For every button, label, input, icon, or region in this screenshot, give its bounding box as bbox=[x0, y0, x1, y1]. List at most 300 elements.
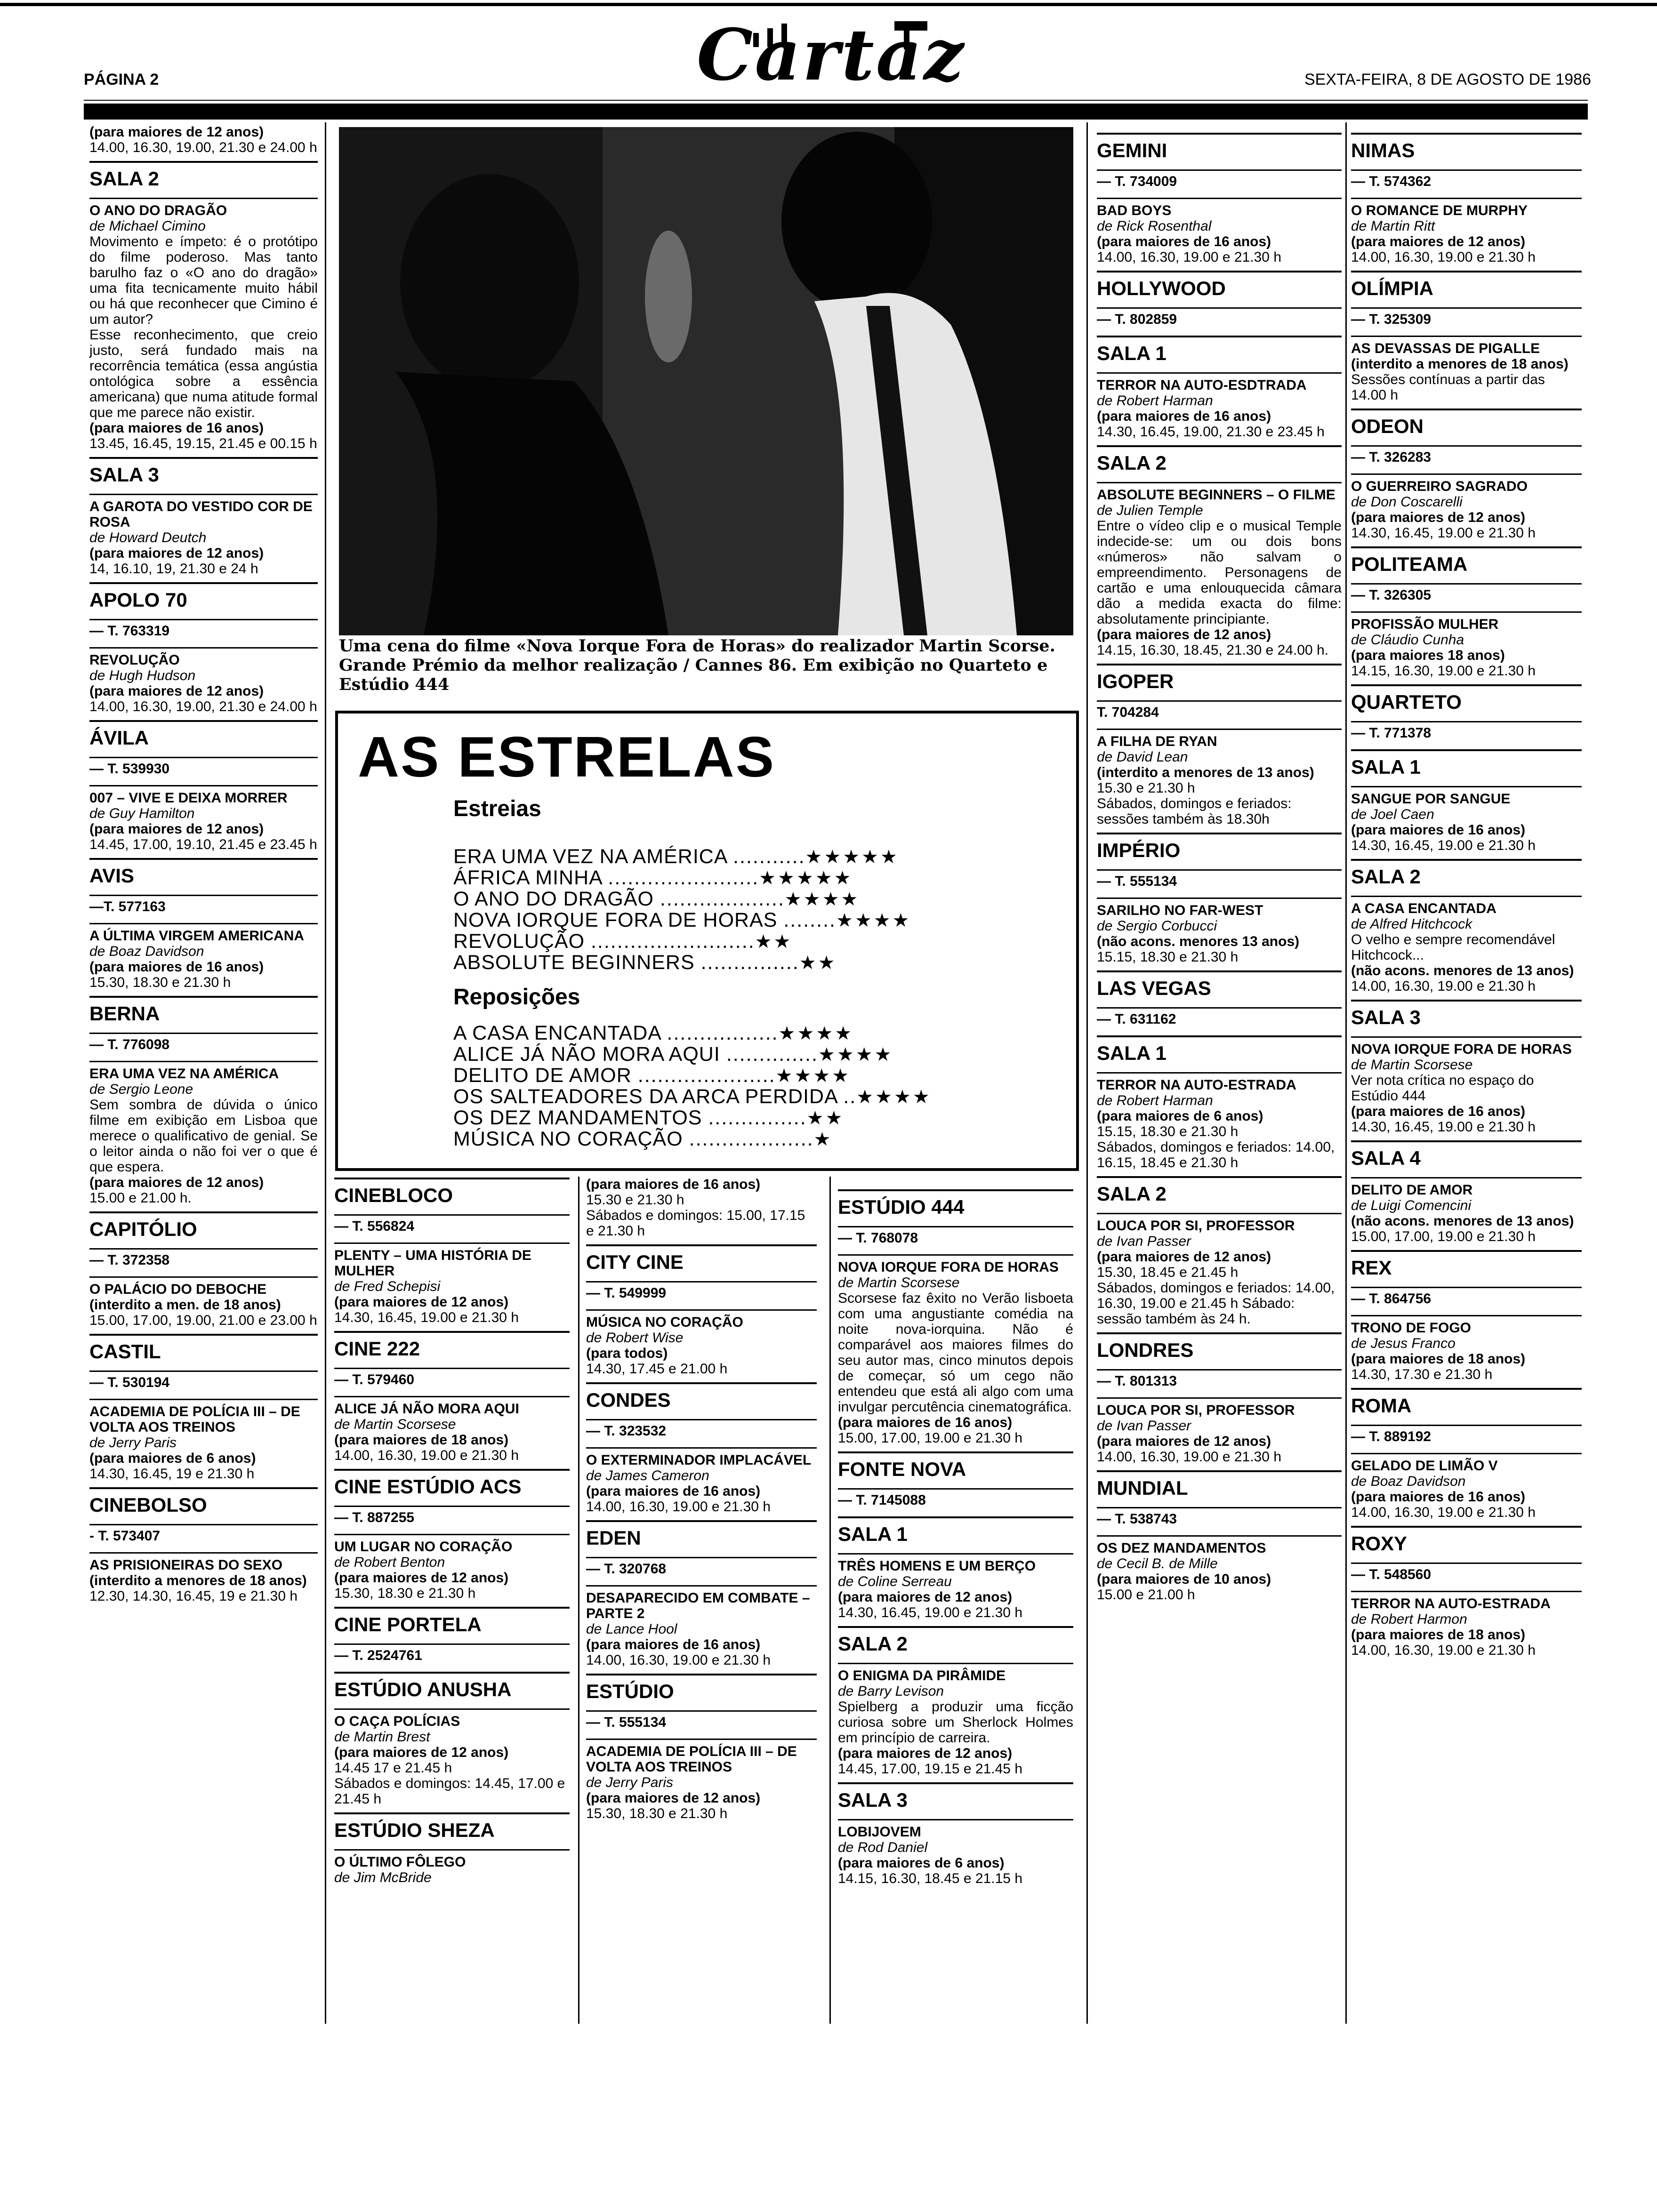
film-title: LOUCA POR SI, PROFESSOR bbox=[1097, 1213, 1342, 1234]
showtimes: 14.30, 16.45, 19.00 e 21.30 h bbox=[838, 1605, 1023, 1620]
cinema-heading: SALA 1 bbox=[838, 1516, 1073, 1546]
stars-row bbox=[453, 909, 911, 932]
cinema-heading: SALA 1 bbox=[1097, 1035, 1342, 1065]
stars-section-estreias: Estreias bbox=[453, 796, 541, 821]
film-title: TERROR NA AUTO-ESDTRADA bbox=[1097, 372, 1342, 393]
film-title: A FILHA DE RYAN bbox=[1097, 729, 1342, 749]
cinema-heading: CINE 222 bbox=[334, 1331, 570, 1360]
stars-row bbox=[453, 1064, 851, 1087]
star-rating: ★★★★ bbox=[784, 889, 860, 910]
showtimes: 14.00, 16.30, 19.00 e 21.30 h bbox=[1351, 249, 1536, 265]
cinema-heading: ODEON bbox=[1351, 409, 1582, 438]
cinema-heading: HOLLYWOOD bbox=[1097, 271, 1342, 300]
film-director: de Luigi Comencini bbox=[1351, 1198, 1472, 1213]
phone-number: — T. 889192 bbox=[1351, 1425, 1582, 1444]
leader-dots: ....................... bbox=[608, 866, 759, 889]
film-title: PLENTY – UMA HISTÓRIA DE MULHER bbox=[334, 1242, 570, 1279]
film-director: de Martin Scorsese bbox=[334, 1417, 456, 1432]
film-director: de Ivan Passer bbox=[1097, 1234, 1191, 1249]
film-director: de Martin Ritt bbox=[1351, 218, 1435, 234]
film-title: ALICE JÁ NÃO MORA AQUI bbox=[334, 1396, 570, 1417]
phone-number: — T. 530194 bbox=[89, 1370, 318, 1390]
film-title: 007 – VIVE E DEIXA MORRER bbox=[89, 785, 318, 806]
film-director: de Howard Deutch bbox=[89, 530, 207, 545]
showtimes: 15.30, 18.30 e 21.30 h bbox=[334, 1586, 476, 1601]
age-rating: (para maiores de 12 anos) bbox=[89, 1175, 264, 1190]
showtimes: Sábados e domingos: 14.45, 17.00 e 21.45 h bbox=[334, 1776, 565, 1807]
cinema-heading: BERNA bbox=[89, 996, 318, 1025]
phone-number: — T. 579460 bbox=[334, 1368, 570, 1387]
film-director: de Don Coscarelli bbox=[1351, 494, 1463, 510]
cinema-heading: IMPÉRIO bbox=[1097, 833, 1342, 862]
stars-row-title: OS SALTEADORES DA ARCA PERDIDA bbox=[453, 1085, 837, 1108]
stars-row bbox=[453, 866, 853, 890]
stars-row-title: DELITO DE AMOR bbox=[453, 1064, 632, 1087]
showtimes: 14.30, 16.45, 19.00 e 21.30 h bbox=[1351, 1119, 1536, 1135]
film-director: de Robert Harman bbox=[1097, 393, 1213, 409]
film-still-photo bbox=[339, 127, 1073, 635]
phone-number: — T. 631162 bbox=[1097, 1007, 1342, 1027]
film-title: REVOLUÇÃO bbox=[89, 647, 318, 668]
cinema-heading: LAS VEGAS bbox=[1097, 970, 1342, 1000]
cinema-heading: CASTIL bbox=[89, 1334, 318, 1363]
phone-number: — T. 555134 bbox=[586, 1710, 817, 1730]
stars-row-title: ALICE JÁ NÃO MORA AQUI bbox=[453, 1043, 720, 1066]
age-rating: (para maiores de 12 anos) bbox=[89, 821, 264, 837]
column-divider bbox=[1086, 122, 1088, 2024]
age-rating: (para maiores de 6 anos) bbox=[1097, 1108, 1263, 1124]
phone-number: —T. 577163 bbox=[89, 895, 318, 914]
age-rating: (para maiores de 12 anos) bbox=[1097, 1249, 1271, 1265]
showtimes: 14.30, 16.45, 19.00 e 21.30 h bbox=[1351, 525, 1536, 541]
stars-row bbox=[453, 1128, 832, 1151]
phone-number: — T. 768078 bbox=[838, 1226, 1073, 1246]
showtimes: O velho e sempre recomendável Hitchcock... bbox=[1351, 932, 1555, 963]
age-rating: (não acons. menores 13 anos) bbox=[1097, 934, 1300, 949]
column-divider bbox=[1345, 122, 1347, 2024]
showtimes: 15.30, 18.30 e 21.30 h bbox=[89, 975, 231, 990]
phone-number: — T. 887255 bbox=[334, 1506, 570, 1525]
film-title: ERA UMA VEZ NA AMÉRICA bbox=[89, 1061, 318, 1082]
star-rating: ★★ bbox=[755, 931, 793, 952]
age-rating: (para maiores de 12 anos) bbox=[838, 1746, 1013, 1761]
film-director: de Cecil B. de Mille bbox=[1097, 1556, 1218, 1571]
phone-number: — T. 556824 bbox=[334, 1214, 570, 1234]
film-director: de Martin Scorsese bbox=[838, 1275, 960, 1290]
cinema-heading: CINE PORTELA bbox=[334, 1607, 570, 1636]
film-director: de Jesus Franco bbox=[1351, 1336, 1456, 1351]
age-rating: (para todos) bbox=[586, 1346, 668, 1361]
column-divider bbox=[578, 1177, 579, 2024]
showtimes: 14.00, 16.30, 19.00, 21.30 e 24.00 h bbox=[89, 140, 317, 155]
showtimes: 14.15, 16.30, 18.45, 21.30 e 24.00 h. bbox=[1097, 642, 1329, 658]
listing-column-6 bbox=[1351, 127, 1582, 1658]
leader-dots: ................... bbox=[689, 1128, 814, 1150]
header-rule-highlight bbox=[84, 101, 1588, 104]
film-title: BAD BOYS bbox=[1097, 198, 1342, 218]
film-title: O ROMANCE DE MURPHY bbox=[1351, 198, 1582, 218]
cinema-heading: SALA 2 bbox=[1351, 859, 1582, 888]
showtimes: 15.00, 17.00, 19.00, 21.00 e 23.00 h bbox=[89, 1313, 317, 1328]
page-number: PÁGINA 2 bbox=[84, 71, 159, 88]
cinema-heading: CAPITÓLIO bbox=[89, 1211, 318, 1241]
cinema-heading: CITY CINE bbox=[586, 1244, 817, 1274]
age-rating: (para maiores de 12 anos) bbox=[1097, 1434, 1271, 1449]
leader-dots: ............... bbox=[700, 951, 799, 974]
showtimes: Ver nota crítica no espaço do Estúdio 444 bbox=[1351, 1073, 1534, 1104]
showtimes: Sábados, domingos e feriados: sessões também às 18.30h bbox=[1097, 796, 1292, 827]
age-rating: (interdito a men. de 18 anos) bbox=[89, 1297, 281, 1313]
stars-row-title: ÁFRICA MINHA bbox=[453, 866, 602, 889]
showtimes: 14.00, 16.30, 19.00 e 21.30 h bbox=[1351, 1643, 1536, 1658]
film-director: de Guy Hamilton bbox=[89, 806, 195, 821]
cinema-heading: ESTÚDIO bbox=[586, 1674, 817, 1703]
listing-column-4 bbox=[838, 1184, 1073, 1886]
film-director: de Michael Cimino bbox=[89, 218, 206, 234]
film-director: de Barry Levison bbox=[838, 1683, 944, 1699]
cinema-heading: NIMAS bbox=[1351, 133, 1582, 162]
age-rating: (para maiores de 12 anos) bbox=[334, 1294, 509, 1310]
stars-row bbox=[453, 1106, 844, 1130]
film-director: de Robert Benton bbox=[334, 1555, 445, 1570]
showtimes: 14.30, 16.45, 19.00, 21.30 e 23.45 h bbox=[1097, 424, 1325, 440]
phone-number: — T. 538743 bbox=[1097, 1507, 1342, 1527]
cinema-heading: SALA 3 bbox=[838, 1782, 1073, 1811]
leader-dots: ........ bbox=[783, 909, 836, 931]
age-rating: (para maiores de 10 anos) bbox=[1097, 1571, 1271, 1587]
phone-number: — T. 372358 bbox=[89, 1248, 318, 1268]
age-rating: (para maiores de 16 anos) bbox=[1097, 409, 1271, 424]
film-title: O EXTERMINADOR IMPLACÁVEL bbox=[586, 1447, 817, 1468]
age-rating: (para maiores de 12 anos) bbox=[586, 1790, 761, 1806]
film-director: de Lance Hool bbox=[586, 1621, 677, 1637]
age-rating: (para maiores de 16 anos) bbox=[1097, 234, 1271, 249]
cinema-heading: OLÍMPIA bbox=[1351, 271, 1582, 300]
film-title: O ÚLTIMO FÔLEGO bbox=[334, 1849, 570, 1870]
film-director: de Robert Wise bbox=[586, 1330, 684, 1346]
showtimes: 14.00, 16.30, 19.00 e 21.30 h bbox=[1097, 1449, 1282, 1465]
leader-dots: ......................... bbox=[590, 930, 755, 953]
stars-row-title: ERA UMA VEZ NA AMÉRICA bbox=[453, 845, 727, 868]
age-rating: (interdito a menores de 18 anos) bbox=[89, 1573, 307, 1588]
cinema-heading: ÁVILA bbox=[89, 720, 318, 749]
cinema-heading: SALA 4 bbox=[1351, 1140, 1582, 1170]
leader-dots: ..................... bbox=[637, 1064, 776, 1087]
showtimes: 15.30 e 21.30 h bbox=[586, 1192, 684, 1208]
film-title: O CAÇA POLÍCIAS bbox=[334, 1708, 570, 1729]
stars-row bbox=[453, 1043, 893, 1066]
showtimes: 15.00 e 21.00 h. bbox=[89, 1190, 192, 1206]
film-title: TRONO DE FOGO bbox=[1351, 1315, 1582, 1336]
stars-row-title: A CASA ENCANTADA bbox=[453, 1022, 661, 1044]
age-rating: (não acons. menores de 13 anos) bbox=[1351, 1213, 1574, 1229]
age-rating: (para maiores de 16 anos) bbox=[586, 1637, 761, 1652]
age-rating: (para maiores de 16 anos) bbox=[586, 1483, 761, 1499]
film-title: LOUCA POR SI, PROFESSOR bbox=[1097, 1397, 1342, 1418]
phone-number: — T. 7145088 bbox=[838, 1488, 1073, 1508]
showtimes: 15.00, 17.00, 19.00 e 21.30 h bbox=[1351, 1229, 1536, 1244]
age-rating: (para maiores de 16 anos) bbox=[1351, 822, 1526, 838]
film-director: de Ivan Passer bbox=[1097, 1418, 1191, 1434]
phone-number: T. 704284 bbox=[1097, 700, 1342, 720]
phone-number: — T. 574362 bbox=[1351, 169, 1582, 189]
film-director: de Fred Schepisi bbox=[334, 1279, 441, 1294]
film-title: A GAROTA DO VESTIDO COR DE ROSA bbox=[89, 494, 318, 530]
stars-row bbox=[453, 888, 860, 911]
stars-row-title: MÚSICA NO CORAÇÃO bbox=[453, 1128, 683, 1150]
cinema-heading: ROXY bbox=[1351, 1526, 1582, 1555]
film-director: de James Cameron bbox=[586, 1468, 709, 1483]
showtimes: 15.15, 18.30 e 21.30 h bbox=[1097, 949, 1239, 965]
listing-column-1 bbox=[89, 124, 318, 1604]
star-rating: ★★★★★ bbox=[805, 847, 899, 867]
film-director: de Rod Daniel bbox=[838, 1840, 928, 1855]
film-title: LOBIJOVEM bbox=[838, 1819, 1073, 1840]
cinema-heading: MUNDIAL bbox=[1097, 1470, 1342, 1499]
column-divider bbox=[829, 1177, 831, 2024]
photo-caption: Uma cena do filme «Nova Iorque Fora de Horas» do realizador Martin Scorse. Grande Prémio da melhor realização / Cannes 86. Em exibição no Quarteto e Estúdio 444 bbox=[339, 636, 1055, 694]
leader-dots: ........... bbox=[733, 845, 805, 868]
cinema-heading: SALA 2 bbox=[838, 1626, 1073, 1655]
age-rating: (para maiores de 12 anos) bbox=[1351, 510, 1526, 525]
phone-number: — T. 2524761 bbox=[334, 1643, 570, 1663]
cinema-heading: QUARTETO bbox=[1351, 684, 1582, 713]
cinema-heading: ESTÚDIO 444 bbox=[838, 1189, 1073, 1218]
film-director: de Sergio Corbucci bbox=[1097, 918, 1217, 934]
age-rating: (para maiores de 16 anos) bbox=[838, 1415, 1013, 1430]
age-rating: (para maiores de 12 anos) bbox=[89, 124, 264, 140]
showtimes: Sábados e domingos: 15.00, 17.15 e 21.30 h bbox=[586, 1208, 805, 1239]
showtimes: 14.00, 16.30, 19.00 e 21.30 h bbox=[1351, 1505, 1536, 1520]
stars-row-title: REVOLUÇÃO bbox=[453, 930, 585, 953]
review-text: Sem sombra de dúvida o único filme em exibição em Lisboa que merece o qualificativo de genial. Se o leitor ainda o não foi ver o que é que espera. bbox=[89, 1097, 318, 1175]
film-title: PROFISSÃO MULHER bbox=[1351, 611, 1582, 632]
top-border-line bbox=[0, 3, 1657, 6]
leader-dots: ................... bbox=[660, 888, 785, 910]
phone-number: — T. 549999 bbox=[586, 1281, 817, 1301]
film-title: O PALÁCIO DO DEBOCHE bbox=[89, 1276, 318, 1297]
film-title: ABSOLUTE BEGINNERS – O FILME bbox=[1097, 482, 1342, 503]
showtimes: 14.30, 16.45, 19.00 e 21.30 h bbox=[334, 1310, 519, 1325]
column-divider bbox=[325, 122, 326, 2024]
leader-dots: ................. bbox=[667, 1022, 779, 1044]
showtimes: 14.00, 16.30, 19.00 e 21.30 h bbox=[1351, 978, 1536, 994]
cinema-heading: SALA 2 bbox=[1097, 445, 1342, 474]
age-rating: (para maiores de 16 anos) bbox=[89, 420, 264, 436]
cinema-heading: SALA 2 bbox=[89, 161, 318, 190]
film-director: de Cláudio Cunha bbox=[1351, 632, 1464, 648]
showtimes: 14.30, 17.30 e 21.30 h bbox=[1351, 1367, 1493, 1382]
stars-section-reposicoes: Reposições bbox=[453, 985, 580, 1010]
cinema-heading: SALA 1 bbox=[1097, 336, 1342, 365]
masthead-logo bbox=[697, 14, 966, 96]
showtimes: 12.30, 14.30, 16.45, 19 e 21.30 h bbox=[89, 1588, 298, 1604]
stars-row bbox=[453, 951, 837, 974]
film-director: de Martin Brest bbox=[334, 1729, 430, 1745]
showtimes: 15.30 e 21.30 h bbox=[1097, 780, 1195, 796]
stars-row bbox=[453, 1022, 853, 1045]
cinema-heading: AVIS bbox=[89, 858, 318, 887]
phone-number: — T. 323532 bbox=[586, 1419, 817, 1439]
showtimes: 14.15, 16.30, 19.00 e 21.30 h bbox=[1351, 663, 1536, 679]
phone-number: — T. 320768 bbox=[586, 1557, 817, 1577]
page-date: SEXTA-FEIRA, 8 DE AGOSTO DE 1986 bbox=[1304, 71, 1591, 88]
age-rating: (para maiores de 16 anos) bbox=[586, 1177, 761, 1192]
showtimes: 15.00 e 21.00 h bbox=[1097, 1587, 1195, 1603]
phone-number: — T. 548560 bbox=[1351, 1563, 1582, 1582]
film-director: de Jerry Paris bbox=[89, 1435, 177, 1451]
phone-number: — T. 326305 bbox=[1351, 583, 1582, 603]
showtimes: 14.30, 16.45, 19 e 21.30 h bbox=[89, 1466, 255, 1482]
cinema-heading: CINE ESTÚDIO ACS bbox=[334, 1469, 570, 1498]
film-director: de Joel Caen bbox=[1351, 807, 1434, 822]
stars-row-title: OS DEZ MANDAMENTOS bbox=[453, 1106, 702, 1129]
showtimes: 14.00, 16.30, 19.00, 21.30 e 24.00 h bbox=[89, 699, 317, 714]
showtimes: 14.00, 16.30, 19.00 e 21.30 h bbox=[334, 1448, 519, 1463]
showtimes: 13.45, 16.45, 19.15, 21.45 e 00.15 h bbox=[89, 436, 317, 451]
phone-number: — T. 763319 bbox=[89, 619, 318, 639]
phone-number: — T. 539930 bbox=[89, 757, 318, 777]
age-rating: (para maiores de 12 anos) bbox=[89, 545, 264, 561]
leader-dots: .............. bbox=[726, 1043, 819, 1066]
star-rating: ★★★★ bbox=[836, 910, 911, 931]
cinema-heading: CINEBLOCO bbox=[334, 1178, 570, 1207]
phone-number: — T. 325309 bbox=[1351, 307, 1582, 327]
film-title: ACADEMIA DE POLÍCIA III – DE VOLTA AOS TREINOS bbox=[586, 1739, 817, 1775]
film-director: de Julien Temple bbox=[1097, 503, 1203, 518]
film-director: de Robert Harmon bbox=[1351, 1611, 1467, 1627]
phone-number: — T. 326283 bbox=[1351, 445, 1582, 465]
listing-column-3 bbox=[586, 1177, 817, 1821]
film-title: GELADO DE LIMÃO V bbox=[1351, 1453, 1582, 1474]
stars-row bbox=[453, 845, 899, 868]
cinema-heading: SALA 2 bbox=[1097, 1176, 1342, 1205]
phone-number: - T. 573407 bbox=[89, 1524, 318, 1544]
cinema-heading: EDEN bbox=[586, 1520, 817, 1549]
phone-number: — T. 555134 bbox=[1097, 869, 1342, 889]
star-rating: ★★ bbox=[806, 1108, 845, 1129]
stars-row bbox=[453, 1085, 932, 1108]
masthead-title: Cartaz bbox=[697, 14, 966, 96]
film-director: de Sergio Leone bbox=[89, 1082, 193, 1097]
film-title: O GUERREIRO SAGRADO bbox=[1351, 473, 1582, 494]
cinema-heading: SALA 3 bbox=[89, 457, 318, 486]
film-title: A CASA ENCANTADA bbox=[1351, 896, 1582, 916]
stars-title: AS ESTRELAS bbox=[358, 725, 776, 789]
film-title: SANGUE POR SANGUE bbox=[1351, 786, 1582, 807]
film-title: TERROR NA AUTO-ESTRADA bbox=[1351, 1591, 1582, 1611]
film-title: NOVA IORQUE FORA DE HORAS bbox=[1351, 1036, 1582, 1057]
film-director: de Hugh Hudson bbox=[89, 668, 196, 683]
film-title: AS DEVASSAS DE PIGALLE bbox=[1351, 336, 1582, 356]
star-rating: ★★★★ bbox=[856, 1087, 932, 1107]
showtimes: 15.15, 18.30 e 21.30 h bbox=[1097, 1124, 1239, 1139]
age-rating: (interdito a menores de 13 anos) bbox=[1097, 765, 1314, 780]
age-rating: (para maiores de 18 anos) bbox=[334, 1432, 509, 1448]
phone-number: — T. 801313 bbox=[1097, 1369, 1342, 1389]
showtimes: 15.00, 17.00, 19.00 e 21.30 h bbox=[838, 1430, 1023, 1446]
showtimes: 14.45, 17.00, 19.10, 21.45 e 23.45 h bbox=[89, 837, 317, 852]
cinema-heading: FONTE NOVA bbox=[838, 1451, 1073, 1481]
film-still-illustration bbox=[339, 127, 1073, 635]
cinema-heading: LONDRES bbox=[1097, 1332, 1342, 1362]
film-title: SARILHO NO FAR-WEST bbox=[1097, 898, 1342, 918]
star-rating: ★★★★ bbox=[778, 1023, 854, 1044]
film-title: ACADEMIA DE POLÍCIA III – DE VOLTA AOS TREINOS bbox=[89, 1399, 318, 1435]
review-text: Movimento e ímpeto: é o protótipo do filme poderoso. Mas tanto barulho faz o «O ano do dragão» uma fita tecnicamente muito hábil ou há que reconhecer que Cimino é um autor? bbox=[89, 234, 318, 327]
star-rating: ★★★★ bbox=[818, 1044, 893, 1065]
age-rating: (para maiores de 12 anos) bbox=[1351, 234, 1526, 249]
age-rating: (para maiores de 6 anos) bbox=[89, 1451, 256, 1466]
film-director: de Robert Harman bbox=[1097, 1093, 1213, 1108]
star-rating: ★★★★ bbox=[775, 1066, 851, 1086]
leader-dots: .. bbox=[843, 1085, 857, 1108]
age-rating: (para maiores de 18 anos) bbox=[1351, 1351, 1526, 1367]
cinema-heading: CONDES bbox=[586, 1382, 817, 1411]
phone-number: — T. 734009 bbox=[1097, 169, 1342, 189]
film-title: UM LUGAR NO CORAÇÃO bbox=[334, 1534, 570, 1555]
showtimes: 15.30, 18.30 e 21.30 h bbox=[586, 1806, 728, 1821]
film-director: de Alfred Hitchcock bbox=[1351, 916, 1472, 932]
film-director: de Jerry Paris bbox=[586, 1775, 674, 1790]
showtimes: 14.00, 16.30, 19.00 e 21.30 h bbox=[1097, 249, 1282, 265]
cinema-heading: REX bbox=[1351, 1250, 1582, 1279]
age-rating: (para maiores de 12 anos) bbox=[1097, 627, 1271, 642]
showtimes: 14.30, 17.45 e 21.00 h bbox=[586, 1361, 728, 1377]
cinema-heading: ROMA bbox=[1351, 1388, 1582, 1417]
review-text: Entre o vídeo clip e o musical Temple indecide-se: um ou dois bons «números» não salvam o empreendimento. Personagens de cartão e uma enlouquecida câmara dão a medida exacta do filme: absolutamente principiante. bbox=[1097, 518, 1342, 627]
film-title: TERROR NA AUTO-ESTRADA bbox=[1097, 1072, 1342, 1093]
film-director: de David Lean bbox=[1097, 749, 1188, 765]
phone-number: — T. 802859 bbox=[1097, 307, 1342, 327]
cinema-heading: SALA 3 bbox=[1351, 1000, 1582, 1029]
cinema-heading: GEMINI bbox=[1097, 133, 1342, 162]
film-title: DELITO DE AMOR bbox=[1351, 1177, 1582, 1198]
film-title: AS PRISIONEIRAS DO SEXO bbox=[89, 1552, 318, 1573]
film-director: de Martin Scorsese bbox=[1351, 1057, 1473, 1073]
showtimes: 14.15, 16.30, 18.45 e 21.15 h bbox=[838, 1871, 1023, 1886]
film-director: de Coline Serreau bbox=[838, 1574, 952, 1589]
age-rating: (para maiores de 12 anos) bbox=[334, 1570, 509, 1586]
film-title: A ÚLTIMA VIRGEM AMERICANA bbox=[89, 923, 318, 944]
cinema-heading: POLITEAMA bbox=[1351, 546, 1582, 576]
film-title: OS DEZ MANDAMENTOS bbox=[1097, 1535, 1342, 1556]
showtimes: 14.45, 17.00, 19.15 e 21.45 h bbox=[838, 1761, 1023, 1777]
age-rating: (para maiores de 12 anos) bbox=[838, 1589, 1013, 1605]
review-text: Esse reconhecimento, que creio justo, será fundado mais na recorrência temática (essa angústia ontológica sobre a essência americana) que numa atitude formal que me parece não existir. bbox=[89, 327, 318, 420]
stars-row bbox=[453, 930, 792, 953]
phone-number: — T. 776098 bbox=[89, 1033, 318, 1052]
review-text: Scorsese faz êxito no Verão lisboeta com uma angustiante comédia na noite nova-iorquina. Não é comparável aos maiores filmes do seu autor mas, cinco minutos depois de começar, só um cego não entendeu que está ali algo com uma invulgar percutência cinematográfica. bbox=[838, 1290, 1073, 1415]
cinema-heading: APOLO 70 bbox=[89, 582, 318, 611]
listing-column-5 bbox=[1097, 127, 1342, 1603]
age-rating: (para maiores de 16 anos) bbox=[1351, 1104, 1526, 1119]
stars-row-title: NOVA IORQUE FORA DE HORAS bbox=[453, 909, 778, 931]
showtimes: 14, 16.10, 19, 21.30 e 24 h bbox=[89, 561, 258, 577]
stars-ratings-box bbox=[335, 711, 1079, 1171]
showtimes: 15.30, 18.45 e 21.45 h bbox=[1097, 1265, 1239, 1280]
listing-column-2 bbox=[334, 1172, 570, 1885]
age-rating: (para maiores de 18 anos) bbox=[1351, 1627, 1526, 1643]
age-rating: (para maiores 18 anos) bbox=[1351, 648, 1505, 663]
age-rating: (interdito a menores de 18 anos) bbox=[1351, 356, 1569, 372]
phone-number: — T. 771378 bbox=[1351, 721, 1582, 741]
film-title: TRÊS HOMENS E UM BERÇO bbox=[838, 1553, 1073, 1574]
cinema-heading: CINEBOLSO bbox=[89, 1487, 318, 1516]
cinema-heading: SALA 1 bbox=[1351, 749, 1582, 778]
film-title: O ENIGMA DA PIRÂMIDE bbox=[838, 1663, 1073, 1683]
age-rating: (para maiores de 16 anos) bbox=[89, 959, 264, 975]
